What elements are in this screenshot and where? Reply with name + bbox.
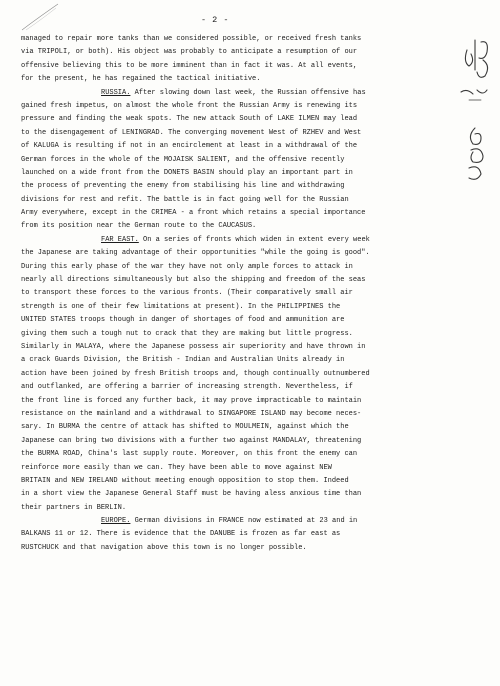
line-text: action have been joined by fresh British troops and, though continually outnumbered xyxy=(21,369,370,378)
line-text: German forces in the whole of the MOJAISK SALIENT, and the offensive recently xyxy=(21,155,345,164)
text-line xyxy=(21,73,419,86)
line-text: the Japanese are taking advantage of their opportunities "while the going is good". xyxy=(21,249,370,258)
text-line xyxy=(21,287,419,300)
text-line xyxy=(21,60,419,73)
line-text: the BURMA ROAD, China's last supply route. Moreover, on this front the enemy can xyxy=(21,450,358,459)
text-line xyxy=(21,502,419,515)
text-line xyxy=(21,247,419,260)
text-line xyxy=(21,261,419,274)
text-line xyxy=(21,368,419,381)
text-line xyxy=(21,381,419,394)
text-line xyxy=(21,328,419,341)
line-text: German divisions in FRANCE now estimated at 23 and in xyxy=(130,517,358,526)
line-text: to the disengagement of LENINGRAD. The converging movement West of RZHEV and West xyxy=(21,128,362,137)
line-text: managed to repair more tanks than we considered possible, or received fresh tanks xyxy=(21,35,362,43)
text-line xyxy=(21,314,419,327)
text-line xyxy=(21,194,419,207)
document-body xyxy=(21,33,419,555)
text-line xyxy=(21,274,419,287)
text-line xyxy=(21,475,419,488)
text-line xyxy=(21,435,419,448)
section-heading: EUROPE. xyxy=(101,517,131,526)
line-text: and outflanked, are offering a barrier of increasing strength. Nevertheless, if xyxy=(21,383,353,392)
line-text: in a short view the Japanese General Staff must be having aless anxious time than xyxy=(21,490,362,499)
line-text: sary. In BURMA the centre of attack has shifted to MOULMEIN, against which the xyxy=(21,423,349,432)
text-line xyxy=(21,488,419,501)
handwritten-annotation xyxy=(425,0,500,686)
text-line xyxy=(21,207,419,220)
line-text: a crack Guards Division, the British - Indian and Australian Units already in xyxy=(21,356,345,365)
text-line xyxy=(21,395,419,408)
line-text: their partners in BERLIN. xyxy=(21,503,127,512)
text-line xyxy=(21,234,419,247)
line-text: During this early phase of the war they have not only ample forces to attack in xyxy=(21,262,353,271)
text-line xyxy=(21,87,419,100)
text-line xyxy=(21,408,419,421)
text-line xyxy=(21,167,419,180)
text-line xyxy=(21,341,419,354)
line-text: from its position near the German route to the CAUCASUS. xyxy=(21,222,257,231)
text-line xyxy=(21,220,419,233)
line-text: to transport these forces to the various fronts. (Their comparatively small air xyxy=(21,289,353,298)
line-text: divisions for rest and refit. The battle is in fact going well for the Russian xyxy=(21,195,349,204)
line-text: Similarly in MALAYA, where the Japanese possess air superiority and have thrown in xyxy=(21,342,366,351)
text-line xyxy=(21,462,419,475)
line-text: After slowing down last week, the Russian offensive has xyxy=(130,88,366,97)
text-line xyxy=(21,421,419,434)
line-text: strength is one of their few limitations at present). In the PHILIPPINES the xyxy=(21,302,341,311)
section-heading: FAR EAST. xyxy=(101,235,139,244)
line-text: BALKANS 11 or 12. There is evidence that the DANUBE is frozen as far east as xyxy=(21,530,341,539)
text-line xyxy=(21,354,419,367)
text-line xyxy=(21,180,419,193)
line-text: of KALUGA is resulting if not in an encirclement at least in a withdrawal of the xyxy=(21,142,358,151)
text-line xyxy=(21,33,419,46)
line-text: UNITED STATES troops though in danger of shortages of food and ammunition are xyxy=(21,316,345,325)
line-text: On a series of fronts which widen in extent every week xyxy=(138,235,370,244)
line-text: nearly all directions simultaneously but also the shipping and freedom of the seas xyxy=(21,276,366,285)
line-text: resistance on the mainland and a withdrawal to SINGAPORE ISLAND may become neces- xyxy=(21,409,362,418)
text-line xyxy=(21,515,419,528)
line-text: Army everywhere, except in the CRIMEA - a front which retains a special importance xyxy=(21,209,366,218)
line-text: for the present, he has regained the tactical initiative. xyxy=(21,75,261,84)
text-line xyxy=(21,448,419,461)
line-text: the process of preventing the enemy from stabilising his line and withdrawing xyxy=(21,182,345,191)
line-text: Japanese can bring two divisions with a further two against MANDALAY, threatening xyxy=(21,436,362,445)
text-line xyxy=(21,113,419,126)
line-text: gained fresh impetus, on almost the whole front the Russian Army is renewing its xyxy=(21,101,358,110)
text-line xyxy=(21,46,419,59)
text-line xyxy=(21,140,419,153)
line-text: reinforce more easily than we can. They have been able to move against NEW xyxy=(21,463,332,472)
text-line xyxy=(21,127,419,140)
line-text: giving them such a tough nut to crack that they are making but little progress. xyxy=(21,329,353,338)
line-text: pressure and finding the weak spots. The new attack South of LAKE ILMEN may lead xyxy=(21,115,358,124)
text-line xyxy=(21,528,419,541)
line-text: offensive believing this to be more imminent than in fact it was. At all events, xyxy=(21,61,358,70)
text-line xyxy=(21,154,419,167)
page-number: - 2 - xyxy=(200,15,229,25)
handwritten-margin-notes xyxy=(425,0,500,686)
text-line xyxy=(21,542,419,555)
section-heading: RUSSIA. xyxy=(101,88,131,97)
text-line xyxy=(21,301,419,314)
line-text: launched on a wide front from the DONETS BASIN should play an important part in xyxy=(21,168,353,177)
line-text: via TRIPOLI, or both). His object was probably to anticipate a resumption of our xyxy=(21,48,358,57)
line-text: BRITAIN and NEW IRELAND without meeting enough opposition to stop them. Indeed xyxy=(21,476,349,485)
text-line xyxy=(21,100,419,113)
line-text: RUSTCHUCK and that navigation above this town is no longer possible. xyxy=(21,543,307,552)
line-text: the front line is forced any further back, it may prove impracticable to maintain xyxy=(21,396,362,405)
